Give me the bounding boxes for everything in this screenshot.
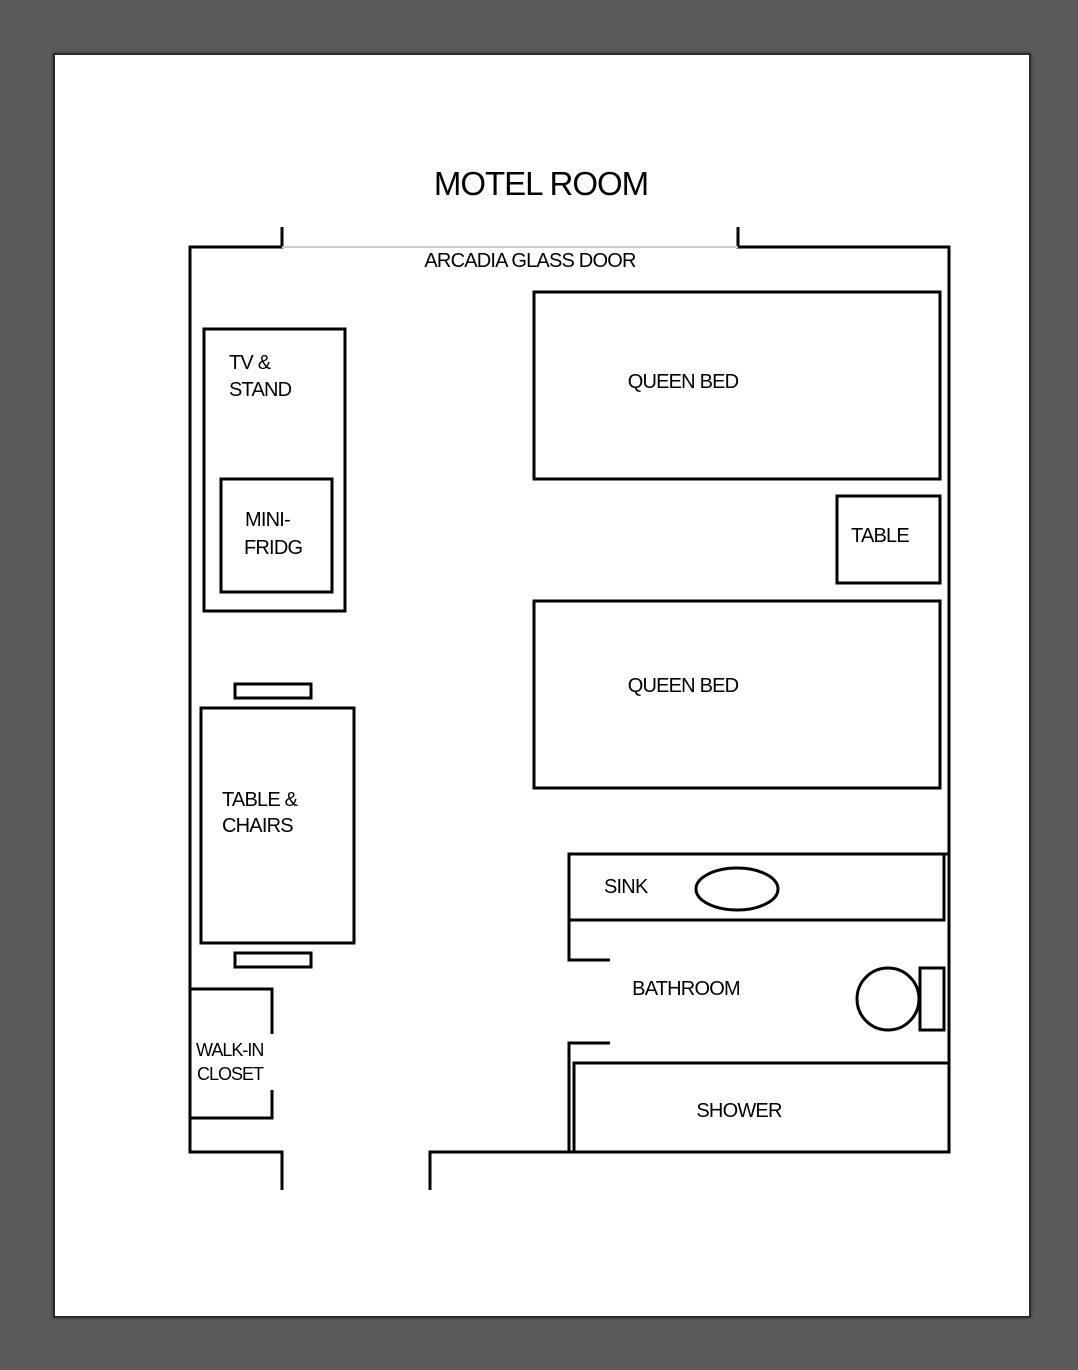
closet-label-line1: WALK-IN (196, 1040, 264, 1060)
chair-top (235, 684, 311, 698)
queen-bed-top (534, 292, 940, 479)
bathroom (569, 854, 949, 1152)
chair-bottom (235, 953, 311, 967)
side-table (837, 496, 940, 583)
closet-wall-top (190, 989, 272, 1034)
mini-fridge-label-line2: FRIDG (244, 537, 303, 559)
mini-fridge-label-line1: MINI- (245, 509, 290, 531)
table-and-chairs (201, 684, 354, 967)
closet-label-line2: CLOSET (197, 1064, 264, 1084)
table-chairs-label-line2: CHAIRS (222, 815, 293, 837)
mini-fridge (221, 479, 332, 592)
closet-wall-bottom (190, 1090, 272, 1118)
sink-basin (696, 868, 778, 910)
toilet-bowl (857, 968, 919, 1030)
sink-label: SINK (604, 876, 648, 898)
glass-door-label: ARCADIA GLASS DOOR (424, 250, 636, 272)
mini-fridge-outline (221, 479, 332, 592)
tv-stand (204, 329, 345, 611)
toilet-tank (920, 968, 944, 1030)
walk-in-closet (190, 989, 272, 1118)
tv-stand-label-line2: STAND (229, 379, 292, 401)
bathroom-wall-upper (569, 920, 610, 960)
table-chairs-label-line1: TABLE & (222, 789, 298, 811)
tv-stand-outline (204, 329, 345, 611)
queen-bed-top-label: QUEEN BED (627, 371, 739, 393)
queen-bed-bottom (534, 601, 940, 788)
plan-title: MOTEL ROOM (433, 165, 649, 202)
queen-bed-bottom-label: QUEEN BED (627, 675, 739, 697)
bathroom-label: BATHROOM (632, 978, 740, 1000)
tv-stand-label-line1: TV & (229, 352, 271, 374)
shower-label: SHOWER (696, 1100, 782, 1122)
side-table-label: TABLE (851, 525, 909, 547)
